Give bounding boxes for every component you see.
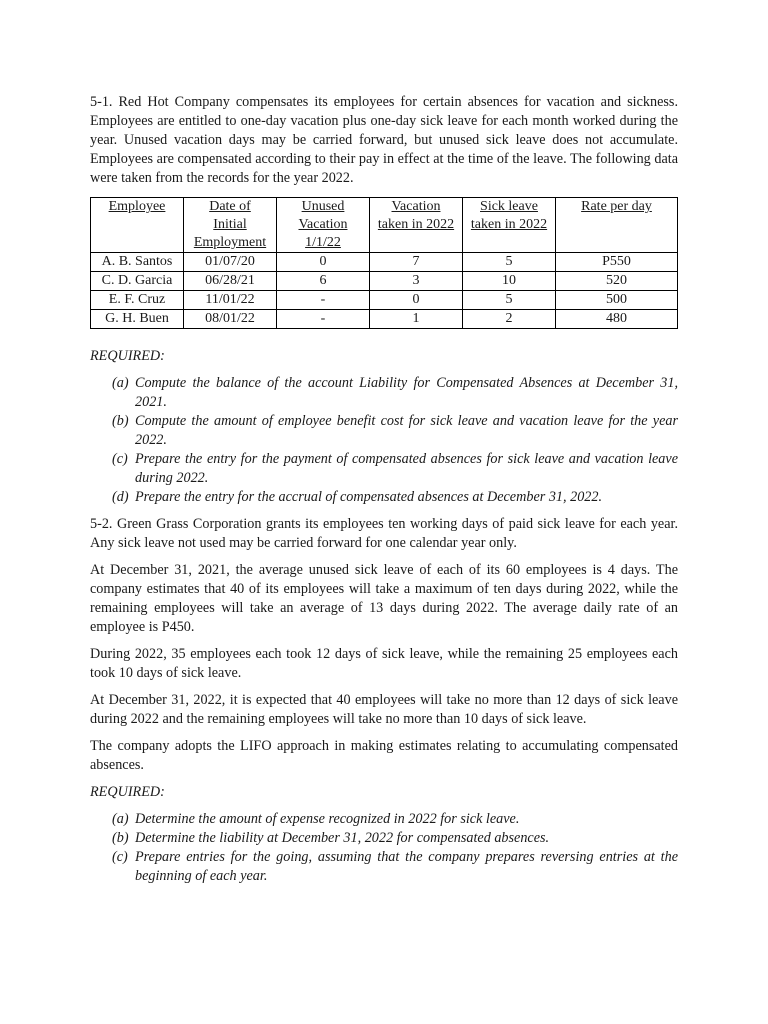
- table-cell: C. D. Garcia: [91, 272, 184, 291]
- list-item: (c) Prepare the entry for the payment of compensated absences for sick leave and vacation leave during 2022.: [112, 451, 678, 486]
- table-cell: 0: [277, 253, 370, 272]
- table-row: [91, 291, 678, 310]
- col-header-employee: Employee: [91, 198, 184, 253]
- table-cell: 06/28/21: [184, 272, 277, 291]
- table-cell: 3: [370, 272, 463, 291]
- paragraph: During 2022, 35 employees each took 12 days of sick leave, while the remaining 25 employees each took 10 days of sick leave.: [90, 646, 678, 681]
- list-item: (a) Compute the balance of the account Liability for Compensated Absences at December 31, 2021.: [112, 375, 678, 410]
- table-cell: 1: [370, 310, 463, 329]
- required-list-5-1: [90, 374, 678, 507]
- col-header-sick-leave-taken: Sick leave taken in 2022: [463, 198, 556, 253]
- col-header-vacation-taken: Vacation taken in 2022: [370, 198, 463, 253]
- table-cell: P550: [556, 253, 678, 272]
- required-list-5-2: [90, 810, 678, 886]
- table-cell: 6: [277, 272, 370, 291]
- col-header-unused-vacation: Unused Vacation 1/1/22: [277, 198, 370, 253]
- table-header-row: [91, 198, 678, 253]
- employee-leave-table: [90, 197, 678, 329]
- table-cell: -: [277, 291, 370, 310]
- table-cell: 01/07/20: [184, 253, 277, 272]
- table-cell: 520: [556, 272, 678, 291]
- required-heading-5-1: REQUIRED:: [90, 348, 165, 364]
- table-cell: 10: [463, 272, 556, 291]
- table-cell: E. F. Cruz: [91, 291, 184, 310]
- table-cell: 2: [463, 310, 556, 329]
- table-cell: 08/01/22: [184, 310, 277, 329]
- list-item: (a) Determine the amount of expense recognized in 2022 for sick leave.: [112, 811, 520, 827]
- list-item: (b) Compute the amount of employee benefit cost for sick leave and vacation leave for the year 2022.: [112, 413, 678, 448]
- paragraph: At December 31, 2022, it is expected that 40 employees will take no more than 12 days of sick leave during 2022 and the remaining employees will take no more than 10 days of sick leave.: [90, 692, 678, 727]
- table-cell: 5: [463, 291, 556, 310]
- table-cell: 11/01/22: [184, 291, 277, 310]
- list-item: (d) Prepare the entry for the accrual of compensated absences at December 31, 2022.: [112, 489, 603, 505]
- paragraph: The company adopts the LIFO approach in making estimates relating to accumulating compensated absences.: [90, 738, 678, 773]
- problem-5-1-intro: 5-1. Red Hot Company compensates its employees for certain absences for vacation and sickness. Employees are entitled to one-day vacation plus one-day sick leave for each month worked during the year. Unused vacation days may be carried forward, but unused sick leave does not accumulate. Employees are compensated according to their pay in effect at the time of the leave. The following data were taken from the records for the year 2022.: [90, 94, 678, 186]
- list-item: (c) Prepare entries for the going, assuming that the company prepares reversing entries at the beginning of each year.: [112, 849, 678, 884]
- problem-5-2-intro: 5-2. Green Grass Corporation grants its employees ten working days of paid sick leave for each year. Any sick leave not used may be carried forward for one calendar year only.: [90, 516, 678, 551]
- table-cell: 5: [463, 253, 556, 272]
- required-heading-5-2: REQUIRED:: [90, 784, 165, 800]
- col-header-rate: Rate per day: [556, 198, 678, 253]
- paragraph: At December 31, 2021, the average unused sick leave of each of its 60 employees is 4 days. The company estimates that 40 of its employees will take a maximum of ten days during 2022, while the remaining employees will take an average of 13 days during 2022. The average daily rate of an employee is P450.: [90, 562, 678, 635]
- document-page: [90, 93, 678, 886]
- list-item: (b) Determine the liability at December 31, 2022 for compensated absences.: [112, 830, 550, 846]
- table-cell: A. B. Santos: [91, 253, 184, 272]
- table-cell: 7: [370, 253, 463, 272]
- table-cell: -: [277, 310, 370, 329]
- col-header-date: Date of Initial Employment: [184, 198, 277, 253]
- table-row: [91, 310, 678, 329]
- table-cell: 480: [556, 310, 678, 329]
- table-cell: 0: [370, 291, 463, 310]
- table-cell: 500: [556, 291, 678, 310]
- table-row: [91, 253, 678, 272]
- table-cell: G. H. Buen: [91, 310, 184, 329]
- table-row: [91, 272, 678, 291]
